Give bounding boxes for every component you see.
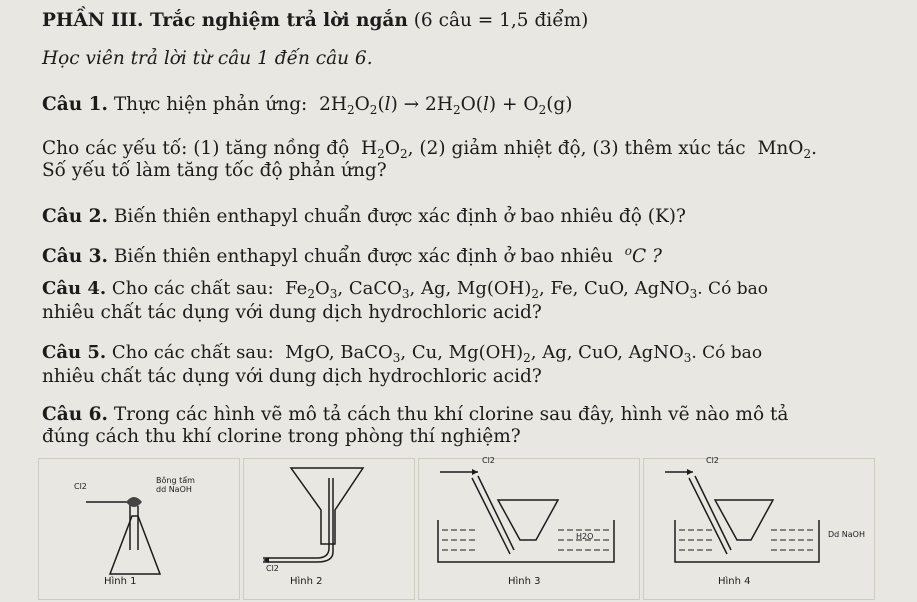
question-3-unit: $^o$C ? xyxy=(624,244,662,267)
question-1-factors-text-2: , (2) giảm nhiệt độ, (3) thêm xúc tác xyxy=(407,138,746,159)
question-4-text: Cho các chất sau: xyxy=(111,278,274,299)
question-4-text-2: . Có bao xyxy=(697,279,768,299)
section-title-text: PHẦN III. Trắc nghiệm trả lời ngắn xyxy=(42,10,408,31)
figure-1-label-1: Bông tẩm xyxy=(156,476,195,485)
section-title xyxy=(42,10,588,32)
question-3-text: Biến thiên enthapyl chuẩn được xác định ở bao nhiêu xyxy=(113,246,613,267)
question-4-formulas: $Fe_2O_3$, CaCO$_3$, Ag, $Mg(OH)_2$, Fe, CuO, AgNO$_3$ xyxy=(279,278,698,301)
figure-3-gas-label: Cl2 xyxy=(482,456,495,465)
figure-3-liquid-label: H2O xyxy=(576,532,594,541)
question-5 xyxy=(42,342,762,369)
section-score: (6 câu = 1,5 điểm) xyxy=(413,10,589,31)
question-1 xyxy=(42,94,573,121)
figure-1-label-2: dd NaOH xyxy=(156,485,192,494)
figures-area xyxy=(38,448,888,602)
figure-2-caption: Hình 2 xyxy=(290,576,323,587)
question-6-label: Câu 6. xyxy=(42,404,108,425)
figure-1-gas-label: Cl2 xyxy=(74,482,87,491)
question-4-line-2: nhiêu chất tác dụng với dung dịch hydrochloric acid? xyxy=(42,302,542,323)
question-5-text: Cho các chất sau: xyxy=(111,342,274,363)
question-1-factors-text: Cho các yếu tố: (1) tăng nồng độ xyxy=(42,138,350,159)
formula-mno2: MnO$_2$. xyxy=(751,138,817,161)
question-3 xyxy=(42,240,662,268)
figure-2-gas-label: Cl2 xyxy=(266,564,279,573)
question-2-text: Biến thiên enthapyl chuẩn được xác định ở bao nhiêu độ (K)? xyxy=(113,206,686,227)
figure-2-drawing xyxy=(243,458,413,598)
question-4-label: Câu 4. xyxy=(42,278,107,299)
question-4 xyxy=(42,278,768,305)
figure-4-liquid-label: Dd NaOH xyxy=(828,530,865,539)
question-2-label: Câu 2. xyxy=(42,206,108,227)
figure-4-drawing xyxy=(643,458,873,598)
question-1-ask: Số yếu tố làm tăng tốc độ phản ứng? xyxy=(42,160,387,181)
figure-4-gas-label: Cl2 xyxy=(706,456,719,465)
question-1-equation: $2H_2O_2(l) \to 2H_2O(l) + O_2(g)$ xyxy=(313,94,573,117)
question-1-label: Câu 1. xyxy=(42,94,108,115)
figure-1-drawing xyxy=(38,458,238,598)
question-1-text: Thực hiện phản ứng: xyxy=(113,94,308,115)
figure-4-caption: Hình 4 xyxy=(718,576,751,587)
question-3-unit-text: C ? xyxy=(632,246,662,267)
question-5-label: Câu 5. xyxy=(42,342,107,363)
question-3-label: Câu 3. xyxy=(42,246,108,267)
question-5-text-2: . Có bao xyxy=(691,343,763,363)
question-6-text: Trong các hình vẽ mô tả cách thu khí clorine sau đây, hình vẽ nào mô tả xyxy=(113,404,789,425)
question-6-line-2: đúng cách thu khí clorine trong phòng thí nghiệm? xyxy=(42,426,521,447)
figure-1-caption: Hình 1 xyxy=(104,576,137,587)
question-2 xyxy=(42,206,686,228)
question-5-formulas: MgO, BaCO$_3$, Cu, $Mg(OH)_2$, Ag, CuO, AgNO$_3$ xyxy=(279,342,692,365)
formula-h2o2: $H_2O_2$ xyxy=(355,138,408,161)
question-5-line-2: nhiêu chất tác dụng với dung dịch hydrochloric acid? xyxy=(42,366,542,387)
figure-3-caption: Hình 3 xyxy=(508,576,541,587)
instruction: Học viên trả lời từ câu 1 đến câu 6. xyxy=(42,48,373,69)
question-6 xyxy=(42,404,788,426)
